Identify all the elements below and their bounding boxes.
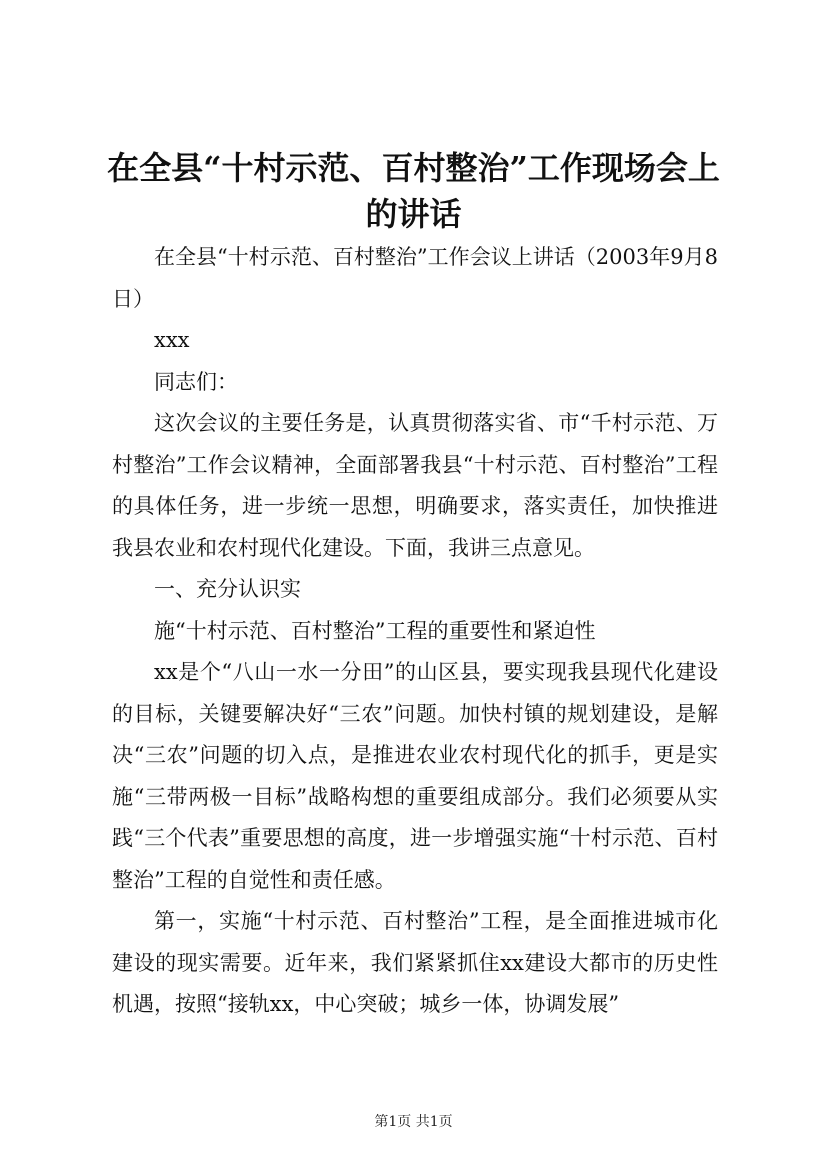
paragraph-intro: 这次会议的主要任务是，认真贯彻落实省、市“千村示范、万村整治”工作会议精神，全面部署我县“十村示范、百村整治”工程的具体任务，进一步统一思想，明确要求，落实责任，加快推进我县农业和农村现代化建设。下面，我讲三点意见。: [112, 411, 718, 560]
section-heading-part2: 施“十村示范、百村整治”工程的重要性和紧迫性: [154, 618, 596, 643]
paragraph-salutation: 同志们：: [154, 369, 238, 394]
document-title: [100, 145, 727, 237]
section-heading-part1: 一、充分认识实: [154, 577, 301, 601]
paragraph-first-point: 第一，实施“十村示范、百村整治”工程，是全面推进城市化建设的现实需要。近年来，我们紧紧抓住xx建设大都市的历史性机遇，按照“接轨xx，中心突破；城乡一体，协调发展”: [112, 909, 718, 1016]
paragraph-background: xx是个“八山一水一分田”的山区县，要实现我县现代化建设的目标，关键要解决好“三农”问题。加快村镇的规划建设，是解决“三农”问题的切入点，是推进农业农村现代化的抓手，更是实施“三带两极一目标”战略构想的重要组成部分。我们必须要从实践“三个代表”重要思想的高度，进一步增强实施“十村示范、百村整治”工程的自觉性和责任感。: [112, 660, 718, 892]
document-body: [112, 237, 718, 1026]
paragraph-subtitle: 在全县“十村示范、百村整治”工作会议上讲话（2003年9月8日）: [112, 245, 718, 311]
paragraph-author: xxx: [154, 328, 190, 352]
page-footer: 第1页 共1页: [374, 1114, 453, 1130]
title-line-1: 在全县“十村示范、百村整治”工作现场会上: [107, 149, 720, 187]
title-line-2: 的讲话: [365, 195, 462, 233]
